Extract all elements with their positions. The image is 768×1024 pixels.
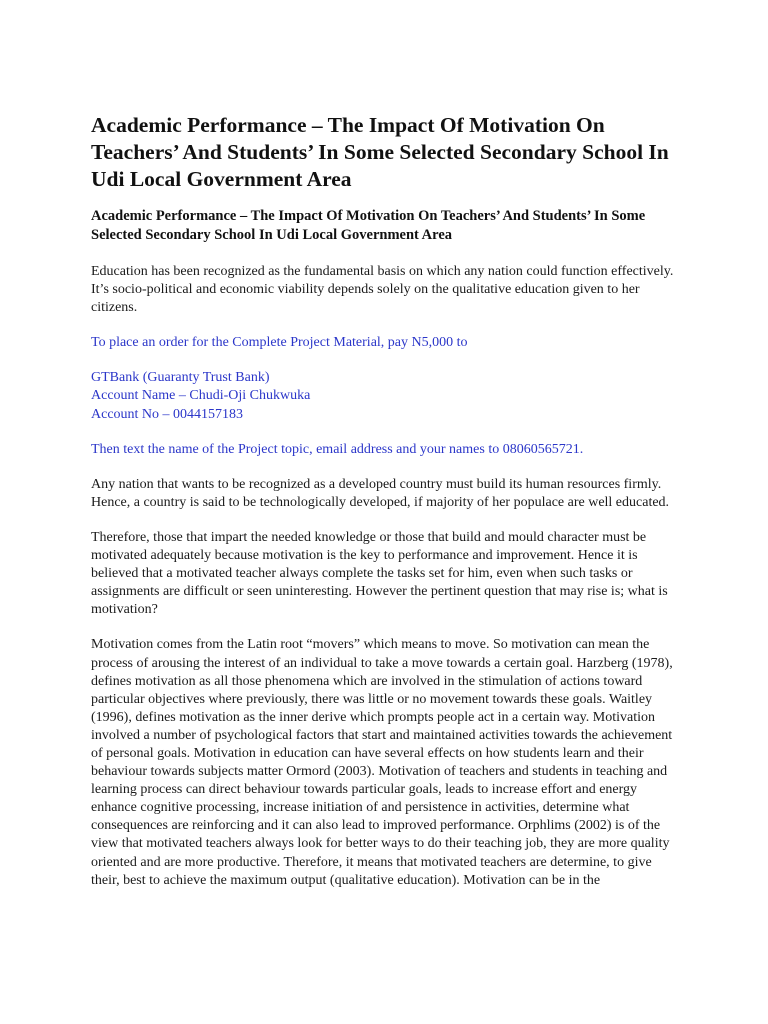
document-subtitle: Academic Performance – The Impact Of Motivation On Teachers’ And Students’ In Some Selected Secondary School In Udi Local Government Area: [91, 208, 646, 243]
bank-name: GTBank (Guaranty Trust Bank): [91, 370, 270, 386]
order-notice: To place an order for the Complete Project Material, pay N5,000 to: [91, 335, 468, 351]
bank-account-name: Account Name – Chudi-Oji Chukwuka: [91, 388, 311, 404]
document-page: [91, 112, 681, 907]
body-paragraph: Motivation comes from the Latin root “movers” which means to move. So motivation can mean the process of arousing the interest of an individual to take a move towards a certain goal. Harzberg (1978), defines motivation as all those phenomena which are involved in the stimulation of actions toward particular objectives where previously, there was little or no movement towards these goals. Waitley (1996), defines motivation as the inner derive which prompts people act in a certain way. Motivation involved a number of psychological factors that start and maintained activities towards the achievement of personal goals. Motivation in education can have several effects on how students learn and their behaviour towards subjects matter Ormord (2003). Motivation of teachers and students in teaching and learning process can direct behaviour towards particular goals, leads to increase effort and energy enhance cognitive processing, increase initiation of and persistence in activities, determine what consequences are reinforcing and it can also lead to improved performance. Orphlims (2002) is of the view that motivated teachers always look for better ways to do their teaching job, they are more quality oriented and are more productive. Therefore, it means that motivated teachers are determine, to give their, best to achieve the maximum output (qualitative education). Motivation can be in the: [91, 637, 673, 888]
body-paragraph: Any nation that wants to be recognized as a developed country must build its human resources firmly. Hence, a country is said to be technologically developed, if majority of her populace are well educated.: [91, 476, 670, 510]
bank-account-number: Account No – 0044157183: [91, 406, 244, 422]
document-title: Academic Performance – The Impact Of Motivation On Teachers’ And Students’ In Some Selected Secondary School In Udi Local Government Area: [91, 113, 669, 191]
text-instruction: Then text the name of the Project topic, email address and your names to 08060565721.: [91, 441, 584, 457]
body-paragraph: Therefore, those that impart the needed knowledge or those that build and mould character must be motivated adequately because motivation is the key to performance and improvement. Hence it is believed that a motivated teacher always complete the tasks set for him, even when such tasks or assignments are difficult or seen uninteresting. However the pertinent question that may rise is; what is motivation?: [91, 529, 668, 618]
bank-details: [91, 369, 681, 423]
intro-paragraph: Education has been recognized as the fundamental basis on which any nation could function effectively. It’s socio-political and economic viability depends solely on the qualitative education given to her citizens.: [91, 264, 674, 316]
